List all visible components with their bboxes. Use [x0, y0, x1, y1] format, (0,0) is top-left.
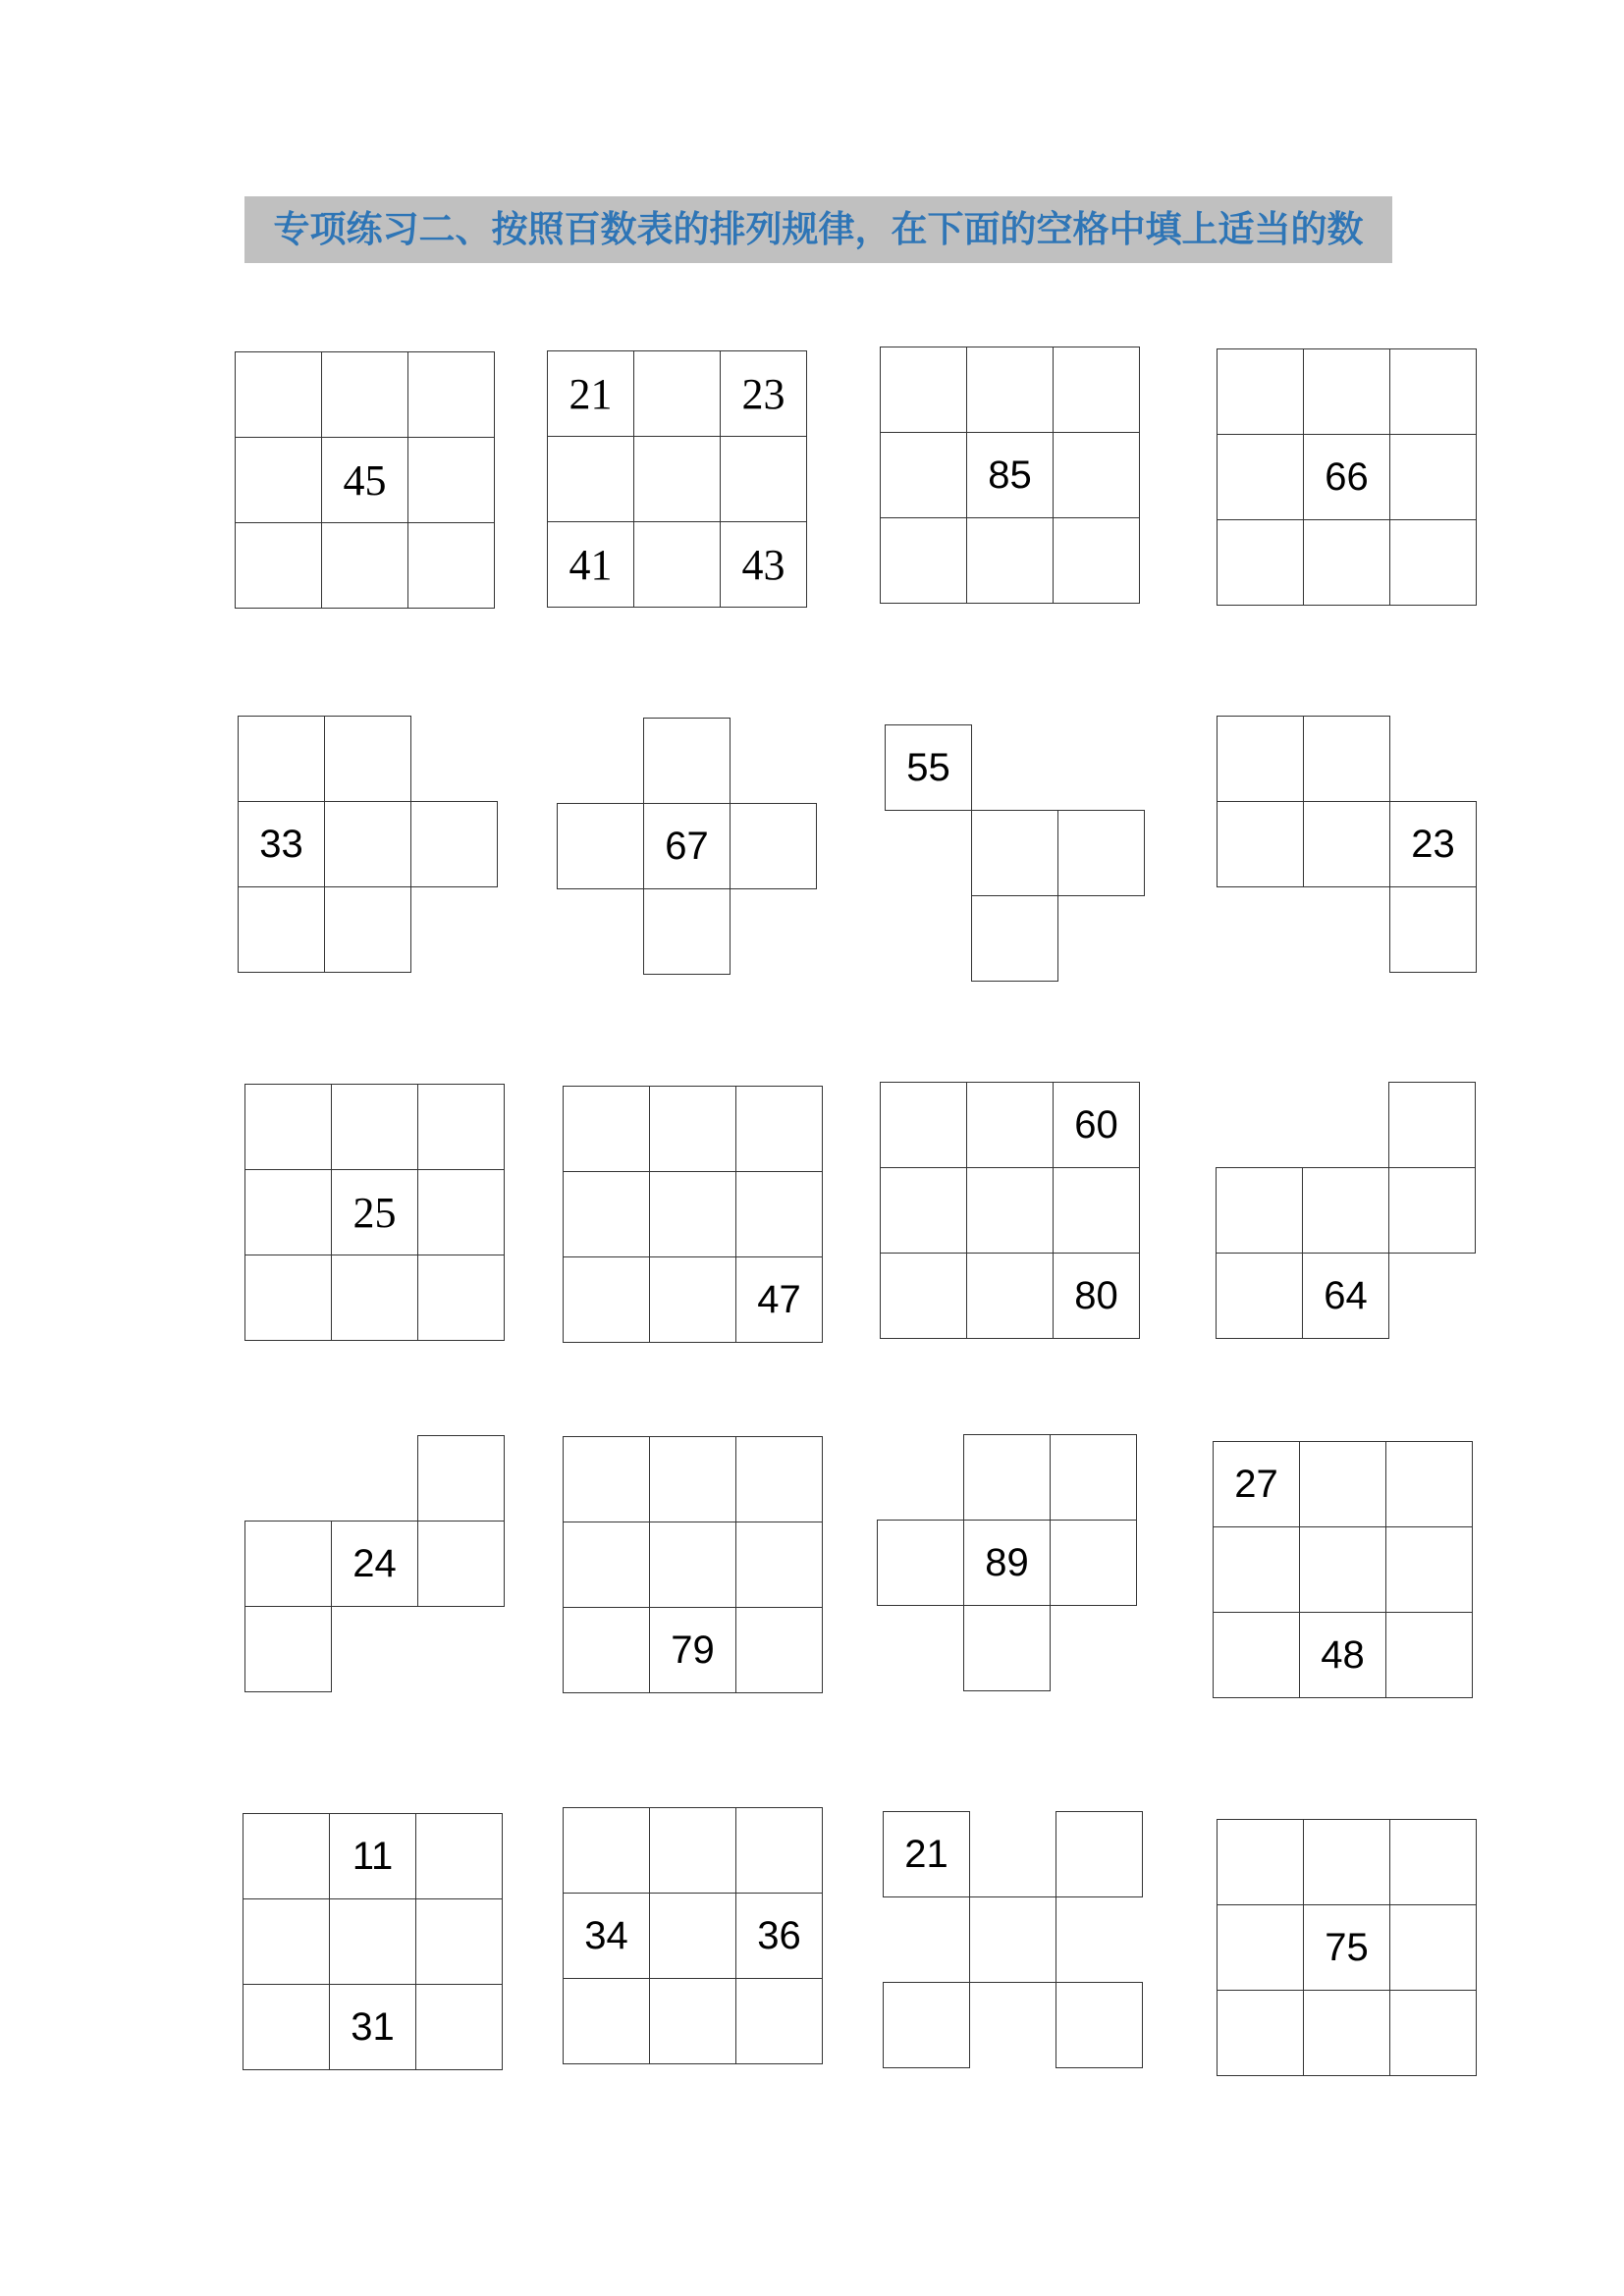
blank-answer-cell[interactable]: [649, 1807, 736, 1894]
blank-answer-cell[interactable]: [649, 1893, 736, 1979]
blank-answer-cell[interactable]: [1056, 1811, 1143, 1897]
blank-answer-cell[interactable]: [321, 522, 408, 609]
blank-answer-cell[interactable]: [643, 888, 731, 975]
blank-answer-cell[interactable]: [735, 1436, 823, 1522]
given-number-cell: 89: [963, 1520, 1051, 1606]
blank-answer-cell[interactable]: [971, 895, 1058, 982]
blank-answer-cell[interactable]: [966, 1082, 1054, 1168]
blank-answer-cell[interactable]: [649, 1522, 736, 1608]
blank-answer-cell[interactable]: [415, 1813, 503, 1899]
blank-answer-cell[interactable]: [407, 437, 495, 523]
blank-answer-cell[interactable]: [417, 1521, 505, 1607]
blank-answer-cell[interactable]: [1389, 1990, 1477, 2076]
blank-answer-cell[interactable]: [1050, 1520, 1137, 1606]
blank-answer-cell[interactable]: [415, 1984, 503, 2070]
blank-answer-cell[interactable]: [1388, 1082, 1476, 1168]
blank-answer-cell[interactable]: [880, 1253, 967, 1339]
given-number-cell: 36: [735, 1893, 823, 1979]
blank-answer-cell[interactable]: [417, 1435, 505, 1522]
blank-answer-cell[interactable]: [243, 1813, 330, 1899]
blank-answer-cell[interactable]: [563, 1436, 650, 1522]
blank-answer-cell[interactable]: [1303, 1819, 1390, 1905]
blank-answer-cell[interactable]: [1217, 1990, 1304, 2076]
blank-answer-cell[interactable]: [1385, 1612, 1473, 1698]
blank-answer-cell[interactable]: [1302, 1167, 1389, 1254]
blank-answer-cell[interactable]: [966, 347, 1054, 433]
blank-answer-cell[interactable]: [633, 521, 721, 608]
given-number-cell: 23: [720, 350, 807, 437]
given-number-cell: 23: [1389, 801, 1477, 887]
blank-answer-cell[interactable]: [1385, 1441, 1473, 1527]
blank-answer-cell[interactable]: [883, 1982, 970, 2068]
blank-answer-cell[interactable]: [966, 1167, 1054, 1254]
blank-answer-cell[interactable]: [649, 1978, 736, 2064]
blank-answer-cell[interactable]: [547, 436, 634, 522]
blank-answer-cell[interactable]: [324, 801, 411, 887]
blank-answer-cell[interactable]: [735, 1171, 823, 1257]
blank-answer-cell[interactable]: [331, 1255, 418, 1341]
blank-answer-cell[interactable]: [963, 1605, 1051, 1691]
given-number-cell: 21: [883, 1811, 970, 1897]
blank-answer-cell[interactable]: [407, 522, 495, 609]
blank-answer-cell[interactable]: [649, 1086, 736, 1172]
given-number-cell: 21: [547, 350, 634, 437]
blank-answer-cell[interactable]: [1389, 1904, 1477, 1991]
given-number-cell: 24: [331, 1521, 418, 1607]
blank-answer-cell[interactable]: [563, 1171, 650, 1257]
blank-answer-cell[interactable]: [324, 886, 411, 973]
blank-answer-cell[interactable]: [1217, 519, 1304, 606]
given-number-cell: 66: [1303, 434, 1390, 520]
blank-answer-cell[interactable]: [1217, 348, 1304, 435]
given-number-cell: 25: [331, 1169, 418, 1255]
given-number-cell: 45: [321, 437, 408, 523]
blank-answer-cell[interactable]: [966, 1253, 1054, 1339]
blank-answer-cell[interactable]: [1385, 1526, 1473, 1613]
blank-answer-cell[interactable]: [563, 1978, 650, 2064]
blank-answer-cell[interactable]: [1213, 1612, 1300, 1698]
blank-answer-cell[interactable]: [1389, 1819, 1477, 1905]
blank-answer-cell[interactable]: [1056, 1982, 1143, 2068]
blank-answer-cell[interactable]: [1217, 1904, 1304, 1991]
blank-answer-cell[interactable]: [1389, 434, 1477, 520]
given-number-cell: 60: [1053, 1082, 1140, 1168]
blank-answer-cell[interactable]: [243, 1898, 330, 1985]
given-number-cell: 27: [1213, 1441, 1300, 1527]
blank-answer-cell[interactable]: [633, 436, 721, 522]
given-number-cell: 75: [1303, 1904, 1390, 1991]
given-number-cell: 33: [238, 801, 325, 887]
given-number-cell: 47: [735, 1256, 823, 1343]
blank-answer-cell[interactable]: [321, 351, 408, 438]
blank-answer-cell[interactable]: [880, 347, 967, 433]
blank-answer-cell[interactable]: [563, 1086, 650, 1172]
blank-answer-cell[interactable]: [880, 1167, 967, 1254]
blank-answer-cell[interactable]: [1303, 716, 1390, 802]
blank-answer-cell[interactable]: [1216, 1167, 1303, 1254]
blank-answer-cell[interactable]: [1057, 810, 1145, 896]
blank-answer-cell[interactable]: [649, 1436, 736, 1522]
blank-answer-cell[interactable]: [735, 1522, 823, 1608]
given-number-cell: 41: [547, 521, 634, 608]
blank-answer-cell[interactable]: [649, 1256, 736, 1343]
blank-answer-cell[interactable]: [1389, 886, 1477, 973]
blank-answer-cell[interactable]: [238, 886, 325, 973]
given-number-cell: 31: [329, 1984, 416, 2070]
blank-answer-cell[interactable]: [1217, 716, 1304, 802]
blank-answer-cell[interactable]: [966, 517, 1054, 604]
blank-answer-cell[interactable]: [1299, 1526, 1386, 1613]
blank-answer-cell[interactable]: [1216, 1253, 1303, 1339]
given-number-cell: 11: [329, 1813, 416, 1899]
blank-answer-cell[interactable]: [649, 1171, 736, 1257]
blank-answer-cell[interactable]: [1213, 1526, 1300, 1613]
blank-answer-cell[interactable]: [563, 1522, 650, 1608]
blank-answer-cell[interactable]: [1389, 519, 1477, 606]
blank-answer-cell[interactable]: [563, 1607, 650, 1693]
blank-answer-cell[interactable]: [244, 1169, 332, 1255]
blank-answer-cell[interactable]: [244, 1521, 332, 1607]
blank-answer-cell[interactable]: [969, 1896, 1056, 1983]
given-number-cell: 79: [649, 1607, 736, 1693]
blank-answer-cell[interactable]: [329, 1898, 416, 1985]
blank-answer-cell[interactable]: [1303, 801, 1390, 887]
blank-answer-cell[interactable]: [971, 810, 1058, 896]
given-number-cell: 64: [1302, 1253, 1389, 1339]
given-number-cell: 34: [563, 1893, 650, 1979]
blank-answer-cell[interactable]: [331, 1084, 418, 1170]
blank-answer-cell[interactable]: [244, 1084, 332, 1170]
blank-answer-cell[interactable]: [244, 1255, 332, 1341]
blank-answer-cell[interactable]: [410, 801, 498, 887]
blank-answer-cell[interactable]: [417, 1255, 505, 1341]
blank-answer-cell[interactable]: [633, 350, 721, 437]
given-number-cell: 55: [885, 724, 972, 811]
blank-answer-cell[interactable]: [1299, 1441, 1386, 1527]
blank-answer-cell[interactable]: [1053, 347, 1140, 433]
blank-answer-cell[interactable]: [1303, 348, 1390, 435]
given-number-cell: 43: [720, 521, 807, 608]
given-number-cell: 67: [643, 803, 731, 889]
blank-answer-cell[interactable]: [1053, 432, 1140, 518]
blank-answer-cell[interactable]: [730, 803, 817, 889]
blank-answer-cell[interactable]: [1303, 1990, 1390, 2076]
blank-answer-cell[interactable]: [1303, 519, 1390, 606]
blank-answer-cell[interactable]: [407, 351, 495, 438]
blank-answer-cell[interactable]: [720, 436, 807, 522]
blank-answer-cell[interactable]: [735, 1086, 823, 1172]
blank-answer-cell[interactable]: [963, 1434, 1051, 1521]
blank-answer-cell[interactable]: [238, 716, 325, 802]
blank-answer-cell[interactable]: [235, 522, 322, 609]
blank-answer-cell[interactable]: [417, 1169, 505, 1255]
given-number-cell: 48: [1299, 1612, 1386, 1698]
blank-answer-cell[interactable]: [880, 1082, 967, 1168]
blank-answer-cell[interactable]: [880, 432, 967, 518]
blank-answer-cell[interactable]: [643, 718, 731, 804]
blank-answer-cell[interactable]: [415, 1898, 503, 1985]
blank-answer-cell[interactable]: [880, 517, 967, 604]
blank-answer-cell[interactable]: [1050, 1434, 1137, 1521]
blank-answer-cell[interactable]: [243, 1984, 330, 2070]
blank-answer-cell[interactable]: [244, 1606, 332, 1692]
blank-answer-cell[interactable]: [1389, 348, 1477, 435]
blank-answer-cell[interactable]: [1217, 801, 1304, 887]
blank-answer-cell[interactable]: [417, 1084, 505, 1170]
blank-answer-cell[interactable]: [235, 437, 322, 523]
blank-answer-cell[interactable]: [1217, 1819, 1304, 1905]
blank-answer-cell[interactable]: [735, 1978, 823, 2064]
page-title: 专项练习二、按照百数表的排列规律，在下面的空格中填上适当的数: [244, 196, 1392, 263]
blank-answer-cell[interactable]: [235, 351, 322, 438]
blank-answer-cell[interactable]: [1388, 1167, 1476, 1254]
blank-answer-cell[interactable]: [735, 1807, 823, 1894]
blank-answer-cell[interactable]: [563, 1807, 650, 1894]
given-number-cell: 85: [966, 432, 1054, 518]
given-number-cell: 80: [1053, 1253, 1140, 1339]
blank-answer-cell[interactable]: [557, 803, 644, 889]
blank-answer-cell[interactable]: [324, 716, 411, 802]
blank-answer-cell[interactable]: [563, 1256, 650, 1343]
blank-answer-cell[interactable]: [1217, 434, 1304, 520]
blank-answer-cell[interactable]: [1053, 517, 1140, 604]
blank-answer-cell[interactable]: [877, 1520, 964, 1606]
blank-answer-cell[interactable]: [1053, 1167, 1140, 1254]
blank-answer-cell[interactable]: [735, 1607, 823, 1693]
